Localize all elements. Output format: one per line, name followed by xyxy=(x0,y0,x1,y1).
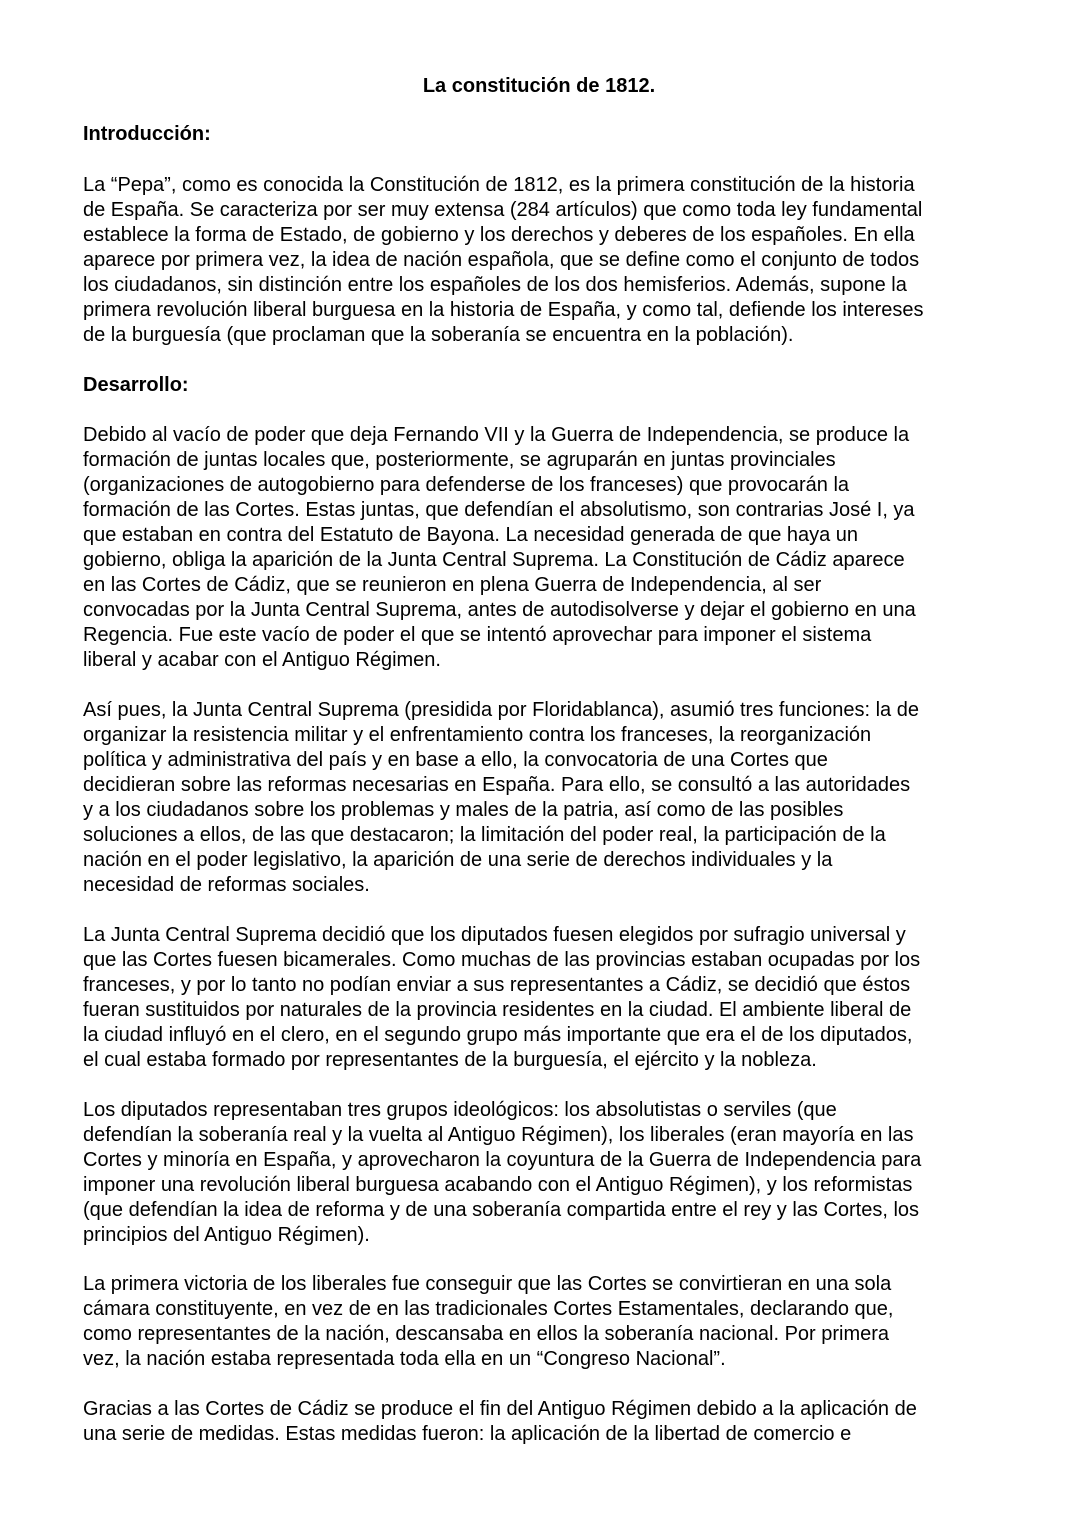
text-line: (organizaciones de autogobierno para defenderse de los franceses) que provocarán la xyxy=(83,474,850,496)
text-line: vez, la nación estaba representada toda ella en un “Congreso Nacional”. xyxy=(83,1348,726,1370)
text-line: cámara constituyente, en vez de en las tradicionales Cortes Estamentales, declarando que, xyxy=(83,1298,894,1320)
text-line: el cual estaba formado por representantes de la burguesía, el ejército y la nobleza. xyxy=(83,1049,817,1071)
text-line: principios del Antiguo Régimen). xyxy=(83,1224,370,1246)
paragraph-introduccion xyxy=(83,173,1003,348)
text-line: que estaban en contra del Estatuto de Bayona. La necesidad generada de que haya un xyxy=(83,524,859,546)
text-line: formación de juntas locales que, posteriormente, se agruparán en juntas provinciales xyxy=(83,449,836,471)
text-line: política y administrativa del país y en base a ello, la convocatoria de una Cortes que xyxy=(83,749,828,771)
text-line: decidieran sobre las reformas necesarias en España. Para ello, se consultó a las autoridades xyxy=(83,774,911,796)
text-line: formación de las Cortes. Estas juntas, que defendían el absolutismo, son contrarias José I, ya xyxy=(83,499,915,521)
text-line: Regencia. Fue este vacío de poder el que se intentó aprovechar para imponer el sistema xyxy=(83,624,872,646)
text-line: (que defendían la idea de reforma y de una soberanía compartida entre el rey y las Cortes, los xyxy=(83,1199,920,1221)
text-line: los ciudadanos, sin distinción entre los españoles de los dos hemisferios. Además, supone la xyxy=(83,274,907,296)
document-title: La constitución de 1812. xyxy=(422,75,656,97)
text-line: defendían la soberanía real y la vuelta al Antiguo Régimen), los liberales (eran mayoría en las xyxy=(83,1124,914,1146)
section-heading-introduccion: Introducción: xyxy=(83,123,211,145)
text-line: la ciudad influyó en el clero, en el segundo grupo más importante que era el de los diputados, xyxy=(83,1024,913,1046)
paragraph-desarrollo-1 xyxy=(83,423,1003,673)
text-line: gobierno, obliga la aparición de la Junta Central Suprema. La Constitución de Cádiz aparece xyxy=(83,549,905,571)
text-line: en las Cortes de Cádiz, que se reunieron en plena Guerra de Independencia, al ser xyxy=(83,574,822,596)
paragraph-desarrollo-4 xyxy=(83,1098,1003,1248)
text-line: La primera victoria de los liberales fue conseguir que las Cortes se convirtieran en una sola xyxy=(83,1273,892,1295)
text-line: una serie de medidas. Estas medidas fueron: la aplicación de la libertad de comercio e xyxy=(83,1423,852,1445)
text-line: de España. Se caracteriza por ser muy extensa (284 artículos) que como toda ley fundamental xyxy=(83,199,923,221)
text-line: Así pues, la Junta Central Suprema (presidida por Floridablanca), asumió tres funciones: la de xyxy=(83,699,919,721)
text-line: que las Cortes fuesen bicamerales. Como muchas de las provincias estaban ocupadas por los xyxy=(83,949,921,971)
text-line: establece la forma de Estado, de gobierno y los derechos y deberes de los españoles. En ella xyxy=(83,224,915,246)
text-line: La “Pepa”, como es conocida la Constitución de 1812, es la primera constitución de la historia xyxy=(83,174,915,196)
text-line: aparece por primera vez, la idea de nación española, que se define como el conjunto de todos xyxy=(83,249,920,271)
text-line: Los diputados representaban tres grupos ideológicos: los absolutistas o serviles (que xyxy=(83,1099,837,1121)
text-line: franceses, y por lo tanto no podían enviar a sus representantes a Cádiz, se decidió que éstos xyxy=(83,974,911,996)
paragraph-desarrollo-2 xyxy=(83,698,1003,898)
text-line: imponer una revolución liberal burguesa acabando con el Antiguo Régimen), y los reformistas xyxy=(83,1174,913,1196)
text-line: necesidad de reformas sociales. xyxy=(83,874,370,896)
text-line: organizar la resistencia militar y el enfrentamiento contra los franceses, la reorganización xyxy=(83,724,872,746)
text-line: de la burguesía (que proclaman que la soberanía se encuentra en la población). xyxy=(83,324,794,346)
section-heading-desarrollo: Desarrollo: xyxy=(83,374,189,396)
text-line: La Junta Central Suprema decidió que los diputados fuesen elegidos por sufragio universal y xyxy=(83,924,906,946)
paragraph-desarrollo-3 xyxy=(83,923,1003,1073)
text-line: primera revolución liberal burguesa en la historia de España, y como tal, defiende los intereses xyxy=(83,299,924,321)
text-line: nación en el poder legislativo, la aparición de una serie de derechos individuales y la xyxy=(83,849,833,871)
text-line: como representantes de la nación, descansaba en ellos la soberanía nacional. Por primera xyxy=(83,1323,890,1345)
text-line: liberal y acabar con el Antiguo Régimen. xyxy=(83,649,441,671)
text-line: Debido al vacío de poder que deja Fernando VII y la Guerra de Independencia, se produce la xyxy=(83,424,910,446)
text-line: y a los ciudadanos sobre los problemas y males de la patria, así como de las posibles xyxy=(83,799,844,821)
text-line: soluciones a ellos, de las que destacaron; la limitación del poder real, la participación de la xyxy=(83,824,886,846)
text-line: fueran sustituidos por naturales de la provincia residentes en la ciudad. El ambiente liberal de xyxy=(83,999,912,1021)
text-line: Gracias a las Cortes de Cádiz se produce el fin del Antiguo Régimen debido a la aplicación de xyxy=(83,1398,917,1420)
paragraph-desarrollo-5 xyxy=(83,1272,1003,1372)
text-line: convocadas por la Junta Central Suprema, antes de autodisolverse y dejar el gobierno en una xyxy=(83,599,916,621)
text-line: Cortes y minoría en España, y aprovecharon la coyuntura de la Guerra de Independencia para xyxy=(83,1149,922,1171)
paragraph-desarrollo-6 xyxy=(83,1397,1003,1447)
